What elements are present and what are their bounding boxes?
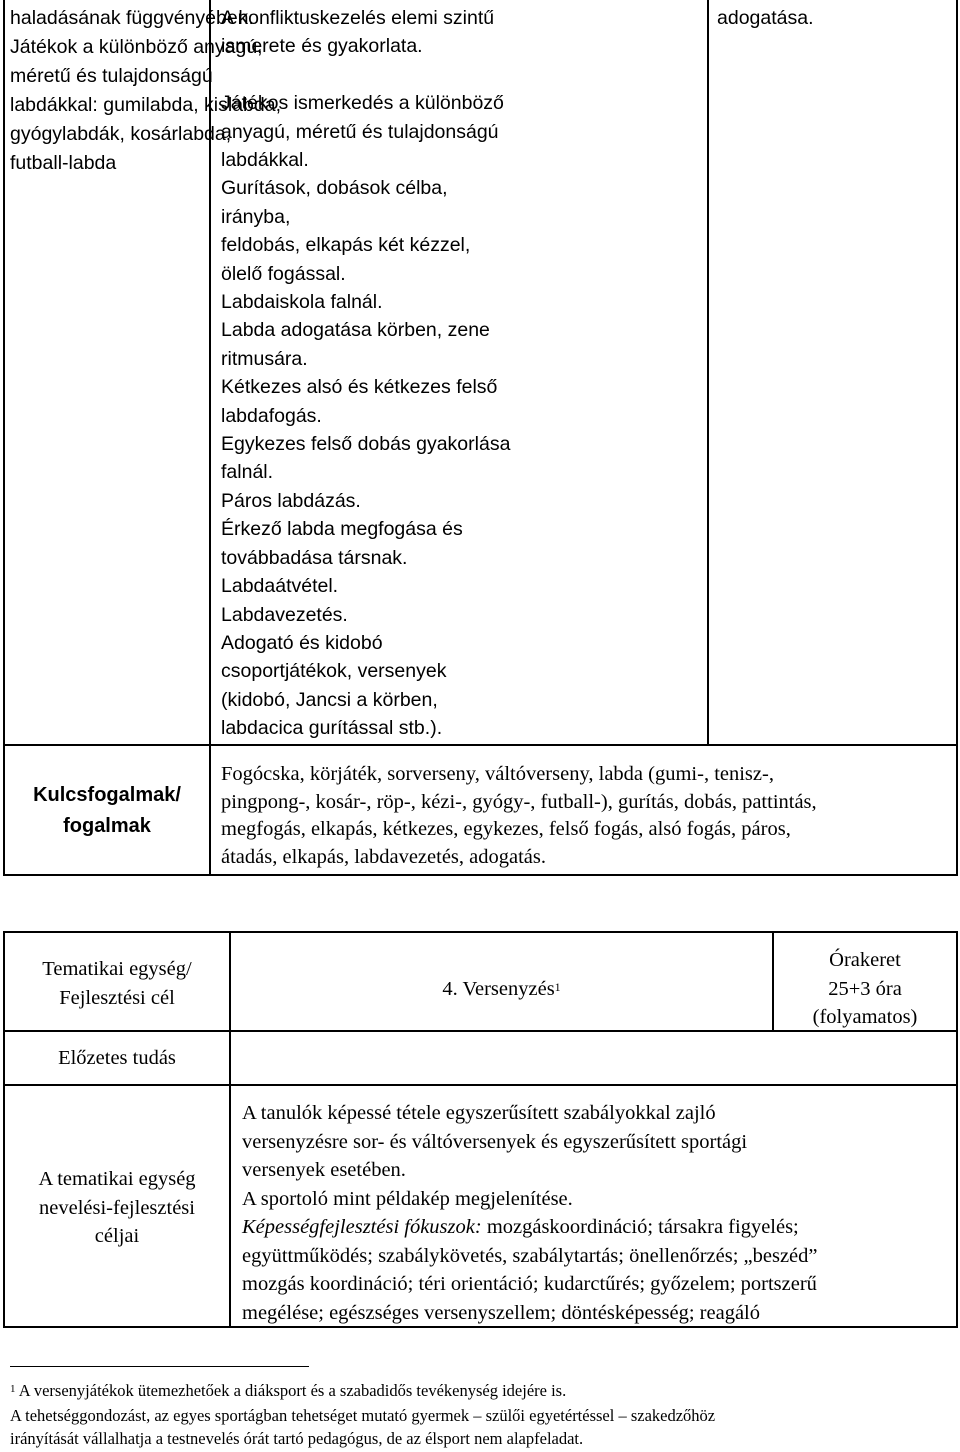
right-col-line: adogatása. xyxy=(717,7,814,29)
middle-col-line: labdacica gurítással stb.). xyxy=(221,717,443,740)
focus-line: mozgás koordináció; téri orientáció; kudarctűrés; győzelem; portszerű xyxy=(242,1273,817,1295)
prior-knowledge-label xyxy=(5,1044,229,1072)
table2-row2-bottom xyxy=(3,1084,958,1086)
footnote-1 xyxy=(10,1380,566,1402)
goals-label-line: nevelési-fejlesztési xyxy=(39,1196,195,1219)
topic-title xyxy=(231,975,772,1003)
hours-line: Órakeret xyxy=(829,949,901,971)
goals-line: A sportoló mint példakép megjelenítése. xyxy=(242,1187,573,1210)
middle-col-line: Gurítások, dobások célba, xyxy=(221,177,448,200)
middle-col-line: labdákkal. xyxy=(221,149,309,172)
focus-text: mozgáskoordináció; társakra figyelés; xyxy=(481,1216,799,1238)
hours-line: (folyamatos) xyxy=(812,1006,918,1028)
focus-line: együttműködés; szabálykövetés, szabálytartás; önellenőrzés; „beszéd” xyxy=(242,1244,818,1267)
topic-label xyxy=(5,955,229,1012)
focus-line: megélése; egészséges versenyszellem; döntésképesség; reagáló xyxy=(242,1301,760,1324)
goals-label-line: céljai xyxy=(94,1225,140,1247)
topic-label-line: Tematikai egység/ xyxy=(42,958,192,980)
middle-col-line: Játékos ismerkedés a különböző xyxy=(221,92,504,115)
goals-text xyxy=(242,1099,818,1327)
keywords-line: megfogás, elkapás, kétkezes, egykezes, felső fogás, alsó fogás, páros, xyxy=(221,818,791,840)
table1-col-divider-2 xyxy=(707,0,709,745)
middle-col-line: ölelő fogással. xyxy=(221,262,346,285)
left-col-line: labdákkal: gumilabda, kislabda, xyxy=(10,94,282,116)
footnote-number: 1 xyxy=(10,1383,16,1395)
middle-col-line: feldobás, elkapás két kézzel, xyxy=(221,234,471,257)
left-col-line: gyógylabdák, kosárlabda, xyxy=(10,123,232,145)
goals-line: A tanulók képessé tétele egyszerűsített szabályokkal zajló xyxy=(242,1102,716,1124)
footnote-1-text: A versenyjátékok ütemezhetőek a diáksport és a szabadidős tevékenység idejére is. xyxy=(15,1381,567,1400)
keywords-line: átadás, elkapás, labdavezetés, adogatás. xyxy=(221,845,546,868)
keywords-label-line: Kulcsfogalmak/ xyxy=(33,784,181,806)
middle-col-line: Labdaátvétel. xyxy=(221,575,339,598)
topic-label-line: Fejlesztési cél xyxy=(59,986,175,1009)
middle-col-line: A konfliktuskezelés elemi szintű xyxy=(221,7,495,29)
middle-col-spacer xyxy=(221,61,510,89)
focus-line-first xyxy=(242,1213,818,1242)
middle-col-line: Adogató és kidobó xyxy=(221,631,383,654)
middle-col-line: labdafogás. xyxy=(221,404,322,427)
middle-col-line: Labdavezetés. xyxy=(221,603,348,626)
middle-col-line: Kétkezes alsó és kétkezes felső xyxy=(221,376,498,399)
hours-line: 25+3 óra xyxy=(828,977,902,1000)
footnote-line-3: irányítását vállalhatja a testnevelés órát tartó pedagógus, de az élsport nem alapfeladat. xyxy=(10,1429,584,1448)
keywords-line: pingpong-, kosár-, röp-, kézi-, gyógy-, futball-), gurítás, dobás, pattintás, xyxy=(221,790,817,813)
left-col-line: haladásának függvényében. xyxy=(10,7,254,29)
middle-col-line: Páros labdázás. xyxy=(221,489,361,512)
middle-col-line: Egykezes felső dobás gyakorlása xyxy=(221,433,511,456)
left-col-line: méretű és tulajdonságú xyxy=(10,65,213,87)
goals-line: versenyzésre sor- és váltóversenyek és egyszerűsített sportági xyxy=(242,1130,748,1153)
middle-col-line: Érkező labda megfogása és xyxy=(221,518,463,541)
middle-col-line: ritmusára. xyxy=(221,347,308,370)
keywords-line: Fogócska, körjáték, sorverseny, váltóverseny, labda (gumi-, tenisz-, xyxy=(221,763,774,785)
middle-col-line: irányba, xyxy=(221,205,291,228)
middle-col-line: csoportjátékok, versenyek xyxy=(221,660,447,683)
footnote-separator xyxy=(10,1366,309,1367)
goals-label-line: A tematikai egység xyxy=(38,1168,196,1190)
prior-knowledge-text: Előzetes tudás xyxy=(58,1047,176,1069)
topic-title-text: 4. Versenyzés xyxy=(442,978,555,1000)
middle-col-line: (kidobó, Jancsi a körben, xyxy=(221,688,438,711)
left-col-line: futball-labda xyxy=(10,152,117,174)
middle-col-line: ismerete és gyakorlata. xyxy=(221,35,423,58)
footnote-line-2: A tehetséggondozást, az egyes sportágban tehetséget mutató gyermek – szülői egyetértéssel – szakedzőhöz xyxy=(10,1406,716,1425)
table1-bottom-border xyxy=(3,874,958,876)
keywords-label-line: fogalmak xyxy=(63,815,151,837)
activities-middle-column xyxy=(221,4,510,743)
middle-col-line: anyagú, méretű és tulajdonságú xyxy=(221,120,499,143)
goals-label xyxy=(5,1165,229,1251)
hours-box xyxy=(774,946,956,1032)
activities-right-column xyxy=(717,4,814,33)
left-col-line: Játékok a különböző anyagú, xyxy=(10,36,263,58)
keywords-text xyxy=(221,761,817,871)
middle-col-line: falnál. xyxy=(221,461,274,484)
table2-top-border xyxy=(3,931,958,933)
topic-footnote-ref: 1 xyxy=(554,980,561,994)
table2-right-border xyxy=(956,931,958,1328)
keywords-label xyxy=(5,780,209,842)
middle-col-line: Labda adogatása körben, zene xyxy=(221,319,490,342)
table1-row-divider xyxy=(3,744,958,746)
middle-col-line: Labdaiskola falnál. xyxy=(221,291,383,314)
focus-label: Képességfejlesztési fókuszok: xyxy=(242,1216,482,1238)
middle-col-line: továbbadása társnak. xyxy=(221,546,408,569)
goals-line: versenyek esetében. xyxy=(242,1159,406,1181)
